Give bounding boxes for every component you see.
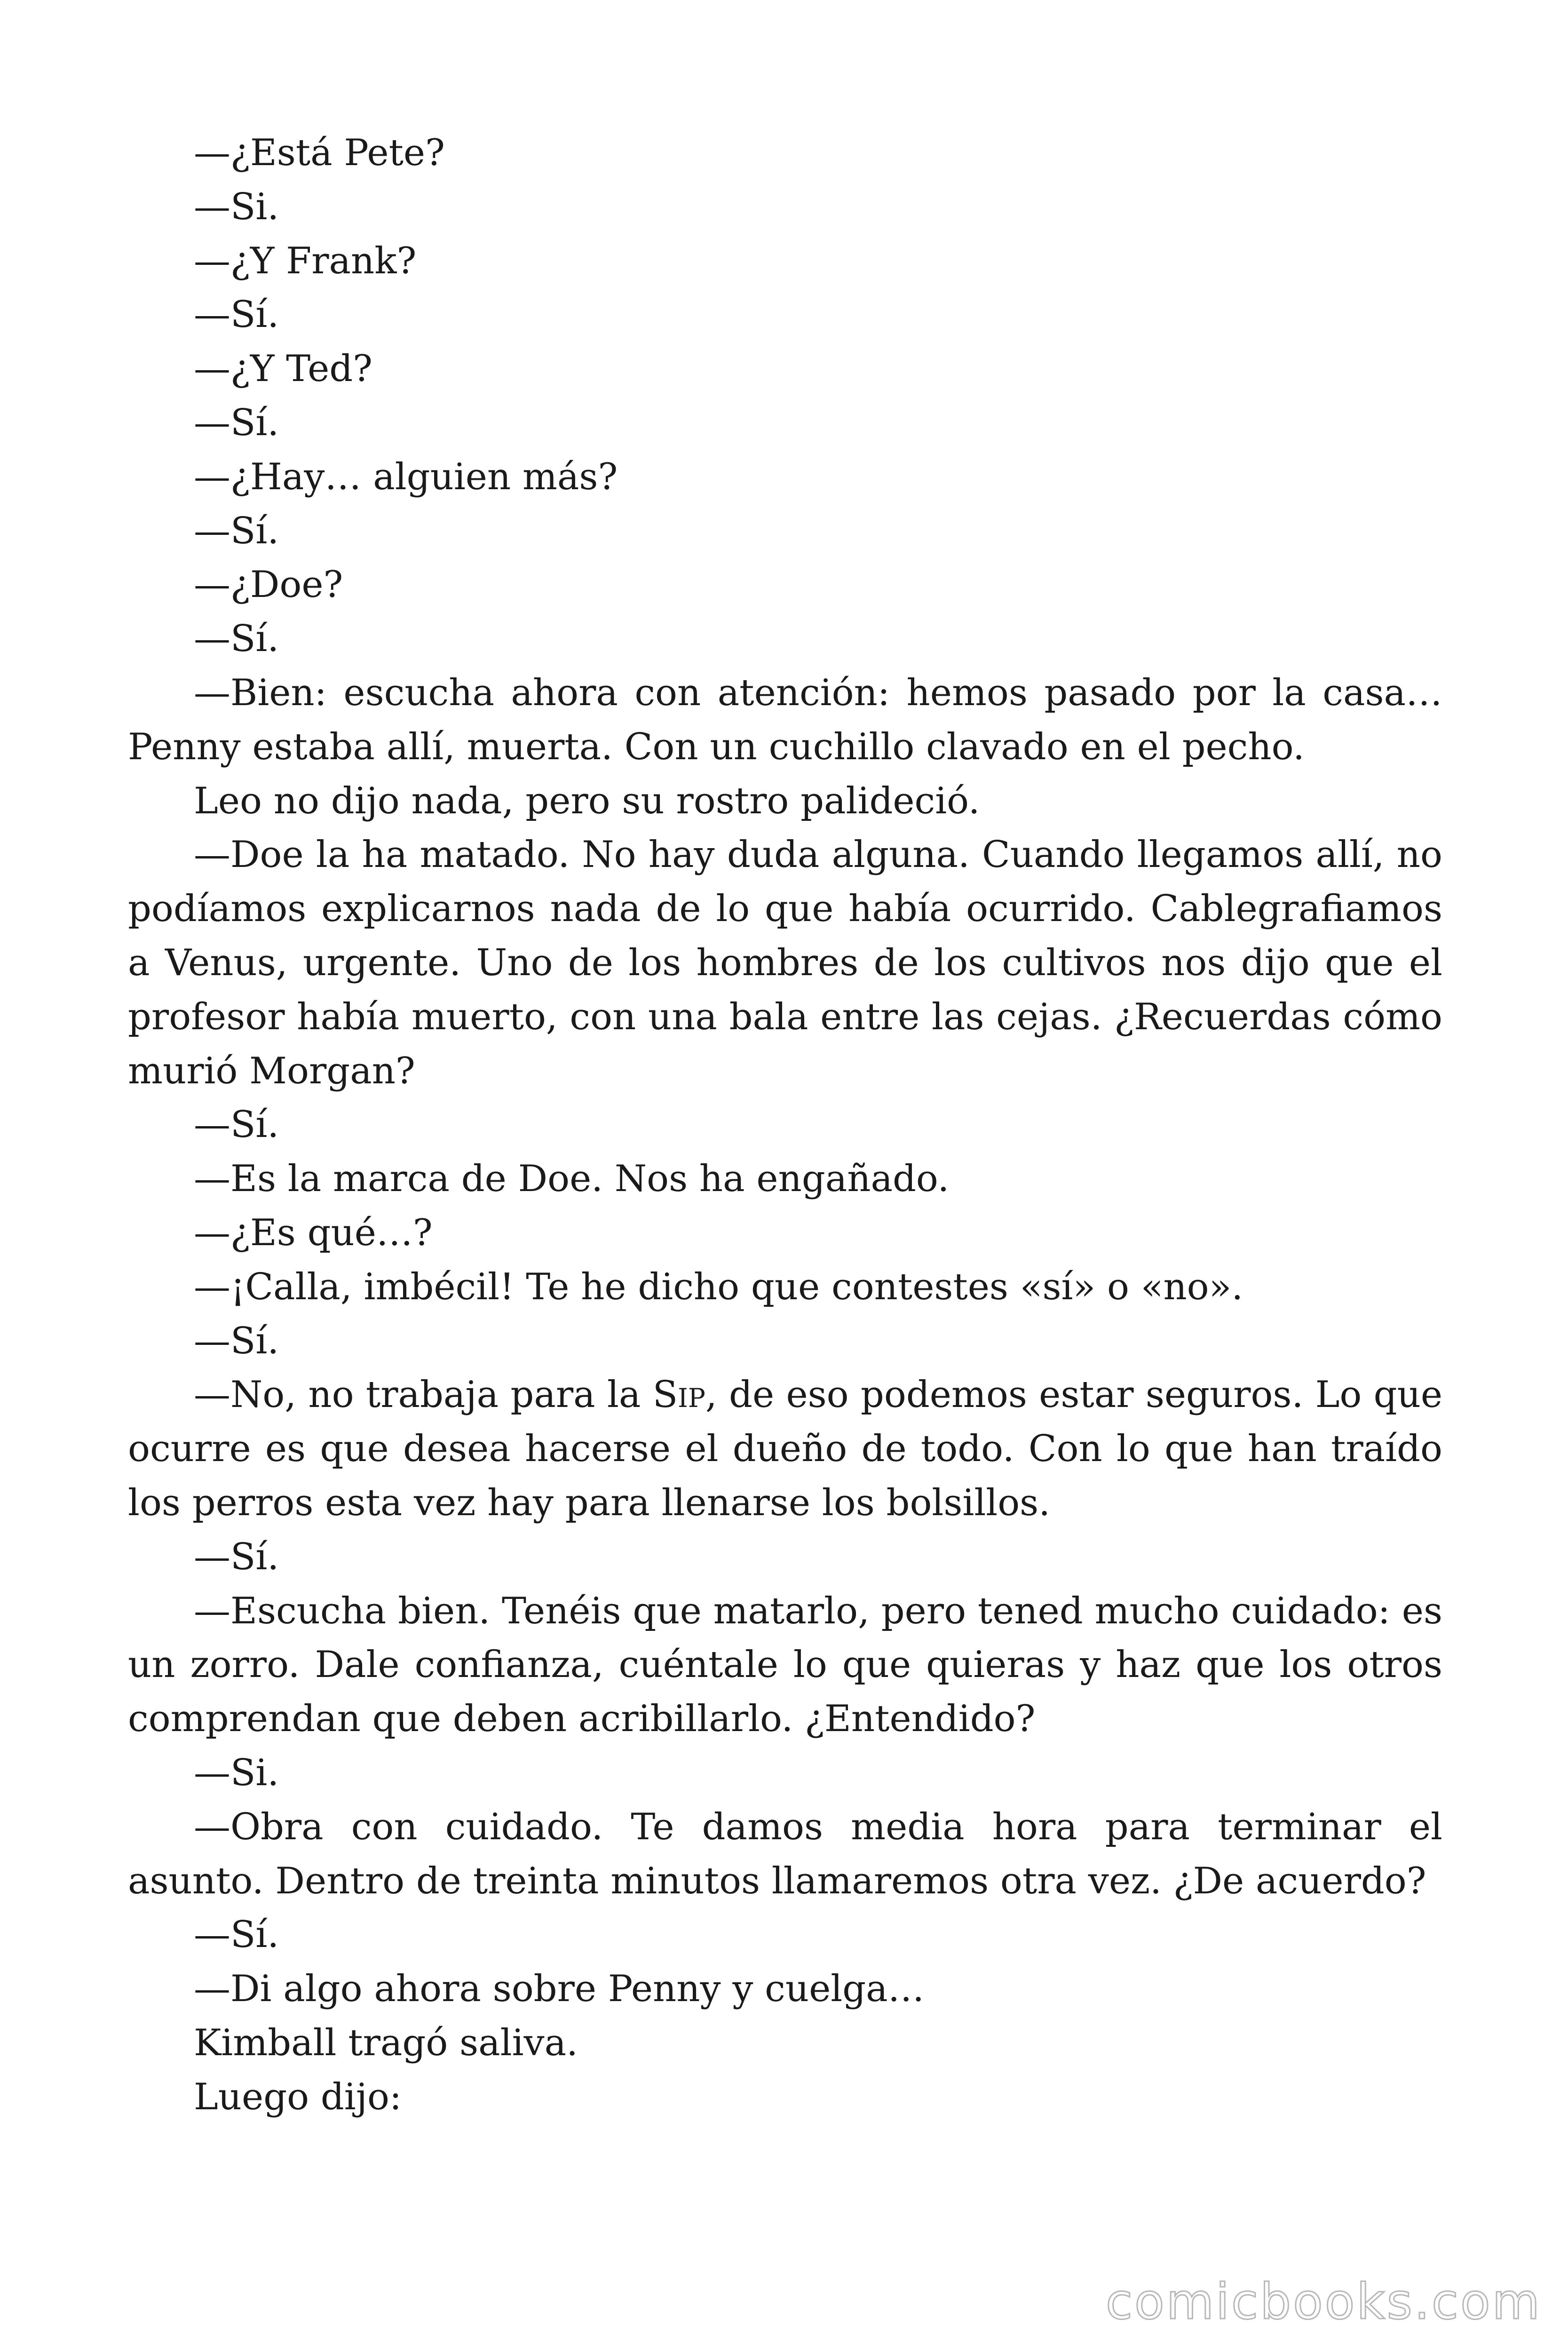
body-text — [128, 126, 1442, 2124]
paragraph: —Sí. — [194, 618, 279, 660]
paragraph: —¿Doe? — [194, 564, 343, 606]
paragraph: Leo no dijo nada, pero su rostro palideció. — [194, 779, 980, 822]
paragraph: —Bien: escucha ahora con atención: hemos pasado por la casa… Penny estaba allí, muerta. Con un cuchillo clavado en el pecho. — [128, 671, 1442, 768]
paragraph: —¿Y Ted? — [194, 348, 372, 390]
paragraph: —Escucha bien. Tenéis que matarlo, pero tened mucho cuidado: es un zorro. Dale confianza, cuéntale lo que quieras y haz que los otros comprendan que deben acribillarlo. ¿Entendido? — [128, 1589, 1442, 1740]
paragraph: —¿Está Pete? — [194, 132, 445, 174]
paragraph: —¿Es qué…? — [194, 1211, 433, 1254]
paragraph: —¿Y Frank? — [194, 239, 417, 282]
paragraph: Luego dijo: — [194, 2075, 402, 2118]
paragraph: —Sí. — [194, 509, 279, 552]
paragraph: —Di algo ahora sobre Penny y cuelga… — [194, 1968, 925, 2010]
paragraph: —¡Calla, imbécil! Te he dicho que contestes «sí» o «no». — [194, 1265, 1243, 1308]
paragraph: —Sí. — [194, 401, 279, 444]
paragraph: —Sí. — [194, 1104, 279, 1146]
watermark: comicbooks.com — [1105, 2273, 1542, 2330]
paragraph: Kimball tragó saliva. — [194, 2021, 578, 2064]
sip-acronym: Sip — [652, 1374, 705, 1416]
paragraph-sip — [128, 1368, 1442, 1530]
sip-text-before: —No, no trabaja para la — [194, 1374, 653, 1416]
paragraph: —Es la marca de Doe. Nos ha engañado. — [194, 1158, 950, 1200]
paragraph: —¿Hay… alguien más? — [194, 455, 618, 498]
paragraph: —Doe la ha matado. No hay duda alguna. Cuando llegamos allí, no podíamos explicarnos nada de lo que había ocurrido. Cablegrafiamos a Venus, urgente. Uno de los hombres de los cultivos nos dijo que el profesor había muerto, con una bala entre las cejas. ¿Recuerdas cómo murió Morgan? — [128, 834, 1442, 1092]
paragraph: —Si. — [194, 1751, 279, 1794]
sip-text-after: , de eso podemos estar seguros. Lo que ocurre es que desea hacerse el dueño de todo. Con lo que han traído los perros esta vez hay para llenarse los bolsillos. — [128, 1374, 1442, 1524]
paragraph: —Sí. — [194, 1914, 279, 1956]
paragraph: —Sí. — [194, 1319, 279, 1362]
paragraph: —Obra con cuidado. Te damos media hora para terminar el asunto. Dentro de treinta minutos llamaremos otra vez. ¿De acuerdo? — [128, 1805, 1442, 1902]
paragraph: —Sí. — [194, 294, 279, 336]
paragraph: —Sí. — [194, 1535, 279, 1578]
paragraph: —Si. — [194, 185, 279, 228]
